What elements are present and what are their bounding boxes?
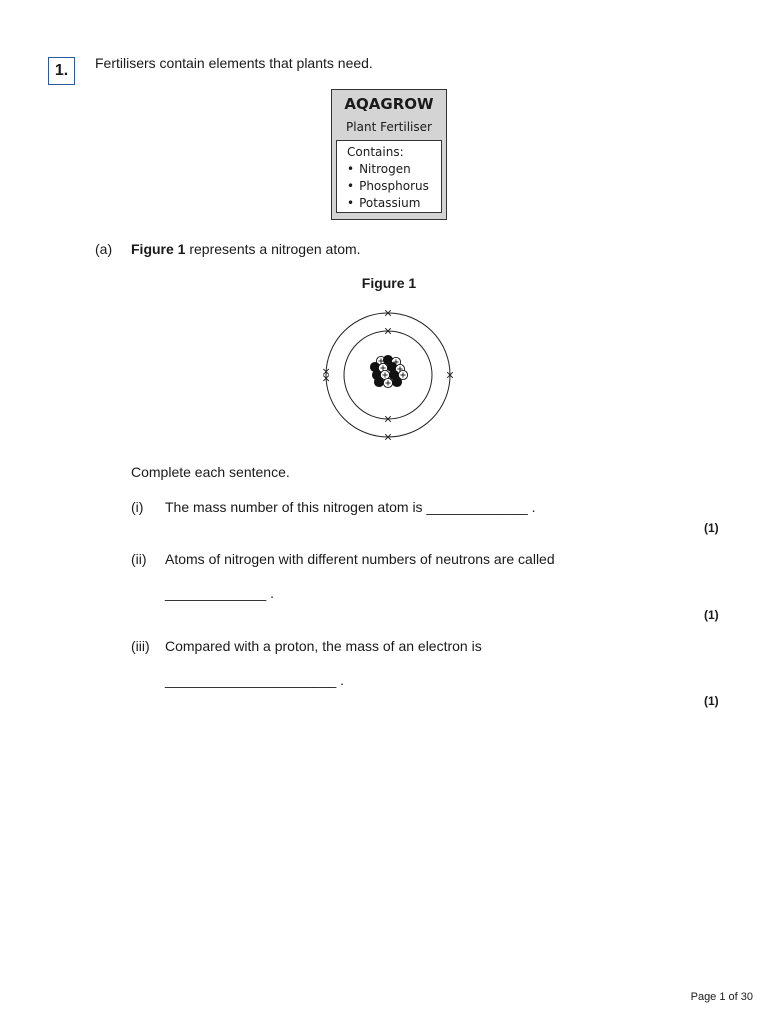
part-a-rest: represents a nitrogen atom. [185,241,361,257]
list-item: • Phosphorus [347,178,441,195]
label-contents-box [336,140,442,213]
part-letter: (a) [95,241,113,257]
answer-blank[interactable]: _____________ . [165,585,274,601]
instruction-text: Complete each sentence. [131,464,290,480]
marks-label: (1) [704,521,719,535]
question-number: 1. [48,57,75,85]
list-item: • Potassium [347,195,441,212]
subpart-text: The mass number of this nitrogen atom is [165,499,423,515]
marks-label: (1) [704,608,719,622]
nitrogen-atom-diagram [322,305,456,445]
label-brand: AQAGROW [344,95,434,113]
page-number: Page 1 of 30 [690,991,753,1003]
subpart-question [165,499,535,515]
marks-label: (1) [704,694,719,708]
answer-blank[interactable]: _____________ . [426,499,536,515]
figure-title: Figure 1 [361,275,417,291]
nucleus [370,355,407,387]
subpart-text: Atoms of nitrogen with different numbers of neutrons are called [165,551,555,567]
question-intro: Fertilisers contain elements that plants need. [95,55,373,71]
neutron [392,377,401,386]
proton [383,378,392,387]
neutron [374,377,383,386]
contains-heading: Contains: [347,145,404,159]
subpart-number: (iii) [131,638,150,654]
figure-reference: Figure 1 [131,241,186,257]
contents-list [347,161,441,212]
list-item: • Nitrogen [347,161,441,178]
subpart-number: (ii) [131,551,147,567]
label-subtitle: Plant Fertiliser [346,120,432,134]
answer-blank[interactable]: ______________________ . [165,672,345,688]
subpart-number: (i) [131,499,144,515]
subpart-text: Compared with a proton, the mass of an electron is [165,638,482,654]
part-a-text [131,241,361,257]
fertiliser-label [331,89,447,220]
